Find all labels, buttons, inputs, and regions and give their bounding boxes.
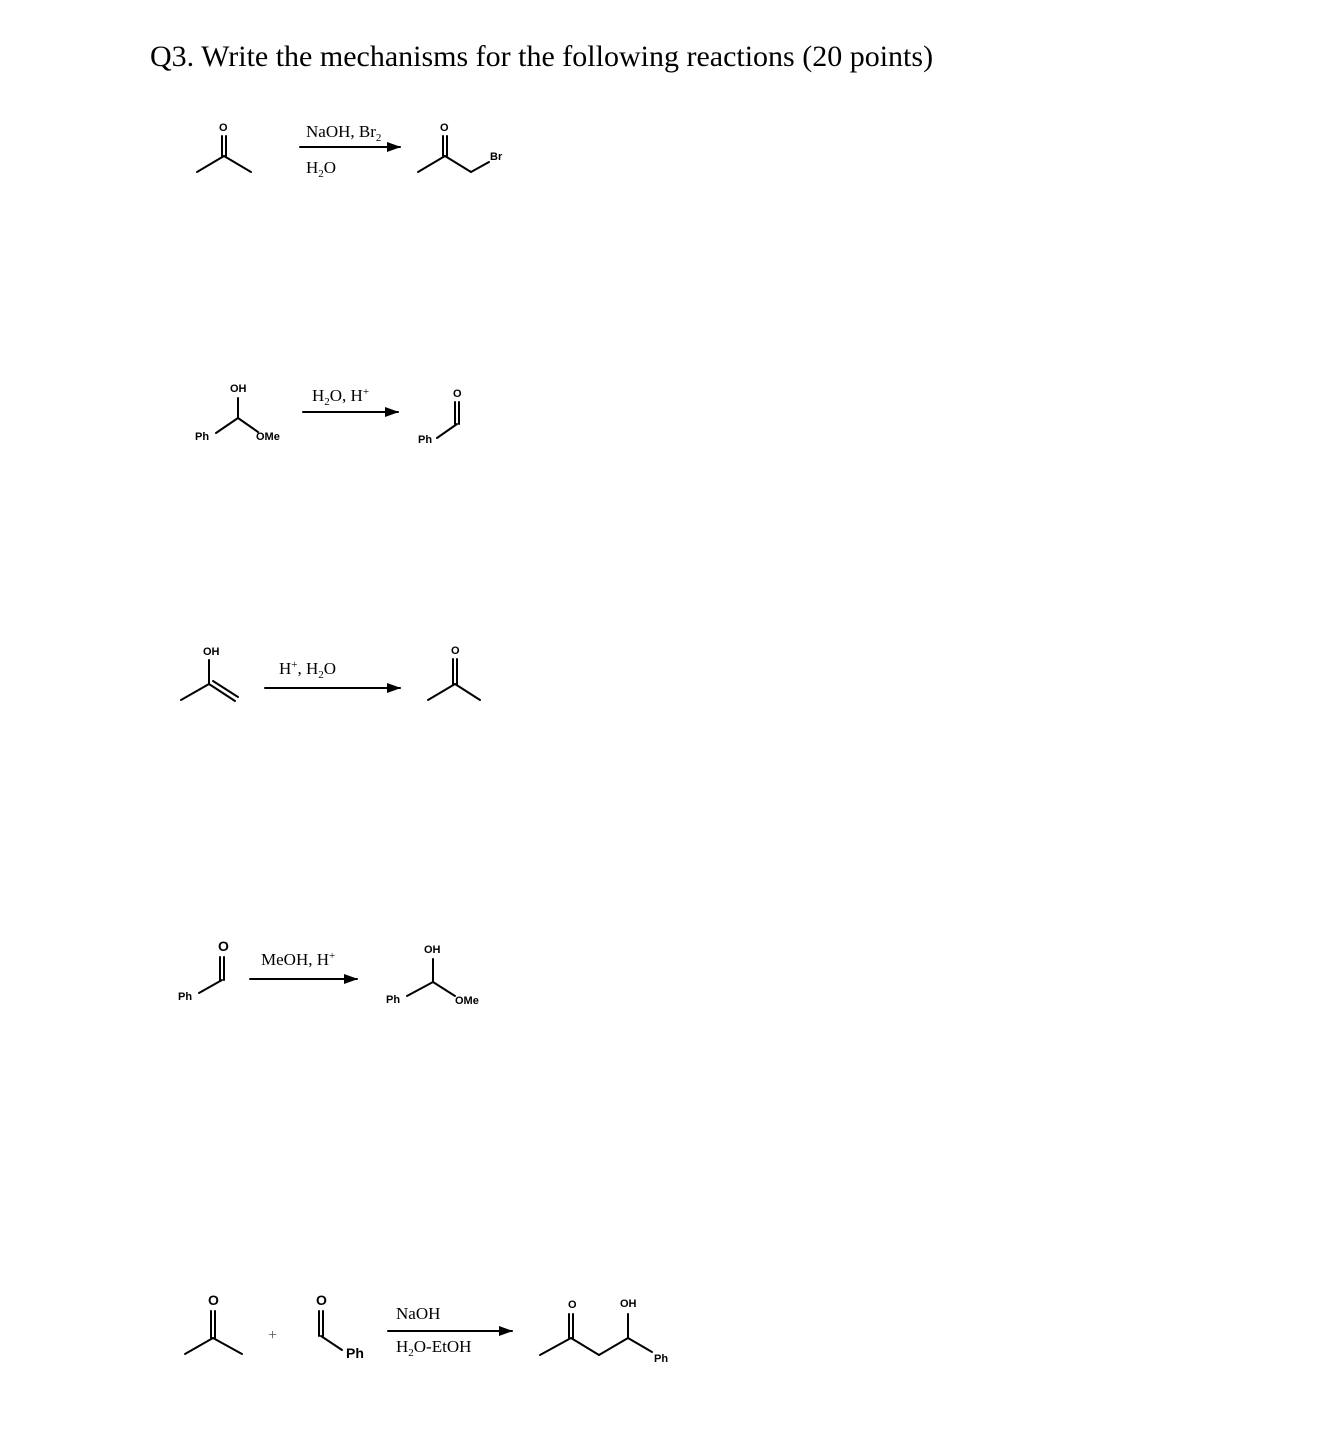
oxygen-label: O (451, 645, 460, 657)
oxygen-label: O (219, 122, 228, 134)
oxygen-label: O (316, 1292, 327, 1308)
oxygen-label: O (568, 1299, 577, 1311)
reaction-5-product-aldol (540, 1298, 668, 1365)
methoxy-label: OMe (455, 995, 479, 1007)
reaction-4-reactant-phenylacetaldehyde (178, 938, 229, 1003)
reaction-5 (185, 1292, 668, 1365)
reaction-1-reagent-top: NaOH, $Br_2$ (306, 122, 382, 144)
plus-sign: + (268, 1327, 278, 1344)
reaction-3-reactant-enol (181, 646, 238, 701)
reaction-5-reagent-bottom: $H_2O$-EtOH (396, 1337, 472, 1359)
reaction-1-reagent-bottom: $H_2O$ (306, 158, 337, 180)
reaction-3-reagent: H+, $H_2O$ (279, 659, 337, 681)
reaction-4 (178, 938, 479, 1007)
phenyl-label: Ph (418, 434, 433, 446)
oxygen-label: O (218, 938, 229, 954)
reaction-1-reactant-acetone (197, 122, 251, 172)
oxygen-label: O (453, 388, 462, 400)
phenyl-label: Ph (654, 1353, 669, 1365)
reaction-4-reagent: MeOH, H+ (261, 950, 336, 969)
reaction-2-reagent: $H_2O$, H+ (312, 386, 370, 408)
reaction-1 (197, 122, 503, 180)
reaction-5-reactant-acetone (185, 1292, 242, 1354)
reaction-3-product-acetone (428, 645, 480, 700)
hydroxyl-label: OH (620, 1298, 637, 1310)
methoxy-label: OMe (256, 431, 280, 443)
reaction-5-reagent-top: NaOH (396, 1304, 441, 1323)
phenyl-label: Ph (178, 991, 193, 1003)
phenyl-label: Ph (346, 1345, 364, 1361)
reaction-3 (181, 645, 480, 701)
oxygen-label: O (440, 122, 449, 134)
hydroxyl-label: OH (230, 383, 247, 395)
reaction-2 (195, 383, 462, 446)
reaction-2-product-phenylacetaldehyde (418, 388, 462, 446)
reaction-4-product-hemiacetal (386, 944, 479, 1007)
phenyl-label: Ph (386, 994, 401, 1006)
oxygen-label: O (208, 1292, 219, 1308)
hydroxyl-label: OH (424, 944, 441, 956)
reaction-1-product-bromoacetone (418, 122, 503, 172)
question-title: Q3. Write the mechanisms for the following reactions (20 points) (150, 40, 934, 73)
reaction-5-reactant-phenylacetaldehyde (316, 1292, 364, 1361)
bromine-label: Br (490, 151, 503, 163)
reaction-2-reactant-hemiacetal (195, 383, 280, 443)
phenyl-label: Ph (195, 431, 210, 443)
hydroxyl-label: OH (203, 646, 220, 658)
